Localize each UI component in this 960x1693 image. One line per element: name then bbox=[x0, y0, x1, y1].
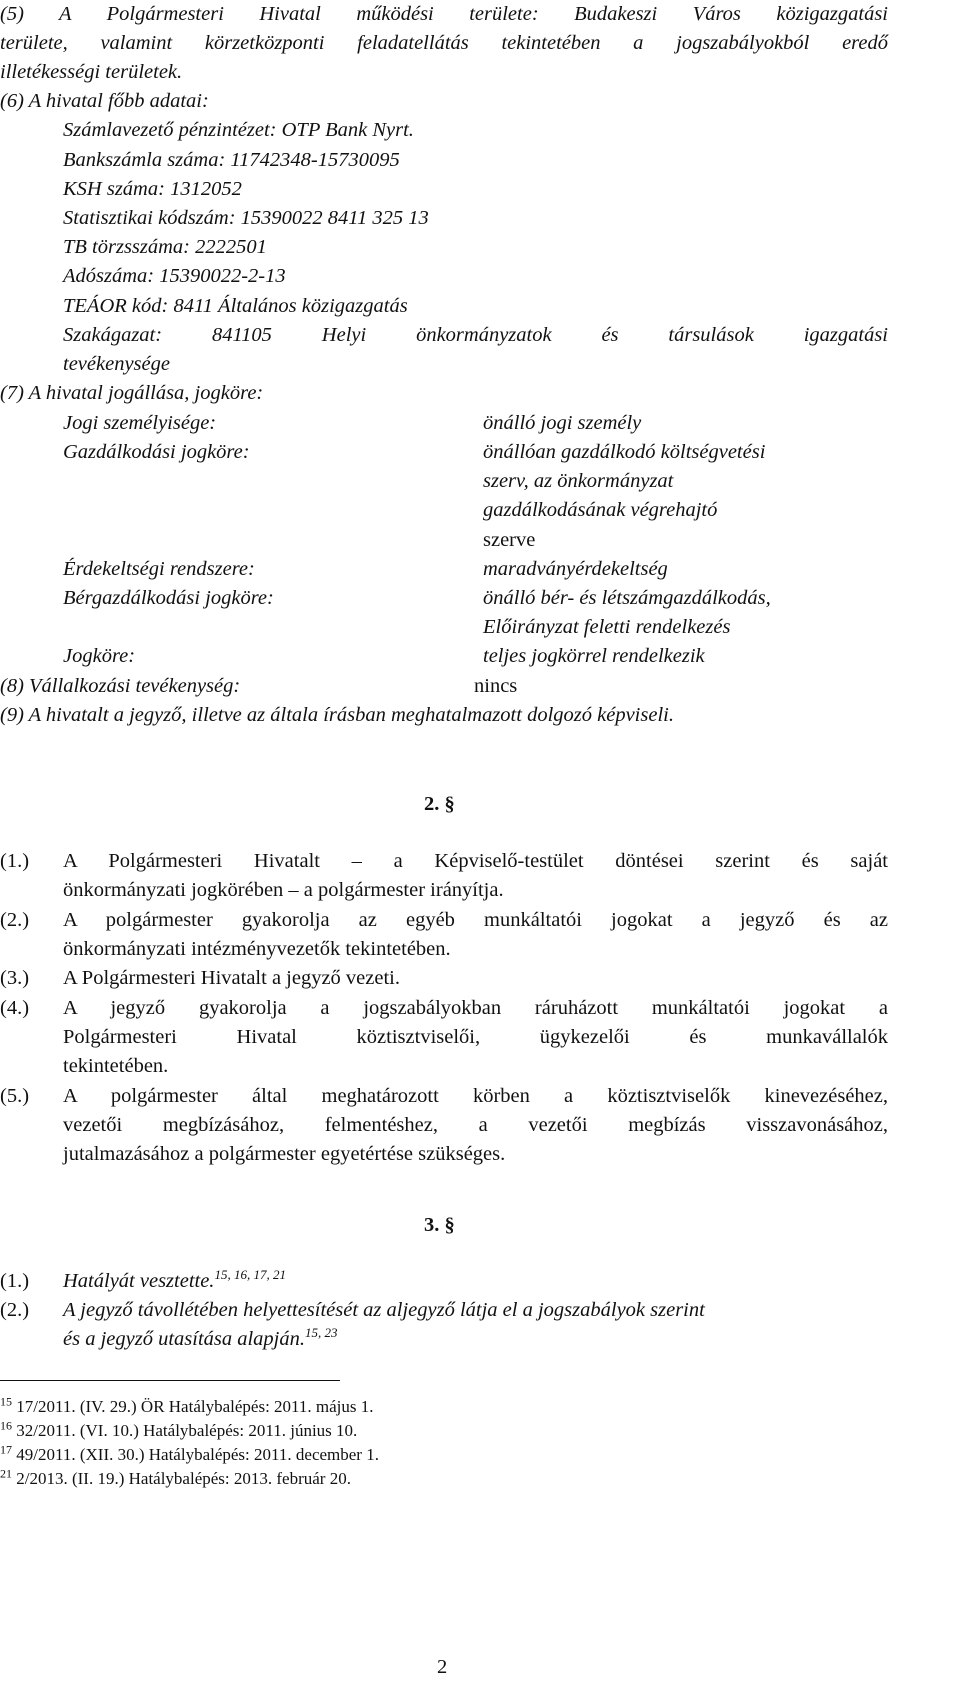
para-line: A jegyző távollétében helyettesítését az aljegyző látja el a jogszabályok szerint bbox=[63, 1299, 705, 1321]
sector-code: Szakágazat: 841105 Helyi önkormányzatok és társulások igazgatási bbox=[63, 324, 888, 346]
para-line: önkormányzati intézményvezetők tekintetében. bbox=[63, 938, 451, 960]
footnote-text: 2/2013. (II. 19.) Hatálybalépés: 2013. február 20. bbox=[16, 1469, 351, 1488]
sector-code-cont: tevékenysége bbox=[63, 353, 170, 375]
bank-name: Számlavezető pénzintézet: OTP Bank Nyrt. bbox=[63, 119, 414, 141]
row-value: maradványérdekeltség bbox=[483, 558, 668, 580]
item5-line-1: (5) A Polgármesteri Hivatal működési területe: Budakeszi Város közigazgatási bbox=[0, 3, 888, 25]
para-number: (2.) bbox=[0, 1299, 30, 1321]
footnote-number: 16 bbox=[0, 1418, 12, 1433]
para-number: (1.) bbox=[0, 1270, 30, 1292]
tb-number: TB törzsszáma: 2222501 bbox=[63, 236, 267, 258]
para-line: Polgármesteri Hivatal köztisztviselői, ügykezelői és munkavállalók bbox=[63, 1026, 888, 1048]
stat-code: Statisztikai kódszám: 15390022 8411 325 13 bbox=[63, 207, 429, 229]
footnote bbox=[0, 1442, 379, 1465]
tax-number: Adószáma: 15390022-2-13 bbox=[63, 265, 286, 287]
row-value: teljes jogkörrel rendelkezik bbox=[483, 645, 705, 667]
row-value: önálló bér- és létszámgazdálkodás, bbox=[483, 587, 771, 609]
row-label: Bérgazdálkodási jogköre: bbox=[63, 587, 274, 609]
footnote-number: 17 bbox=[0, 1442, 12, 1457]
item5-line-3: illetékességi területek. bbox=[0, 61, 183, 83]
footnote bbox=[0, 1394, 374, 1417]
item5-line-2: területe, valamint körzetközponti feladatellátás tekintetében a jogszabályokból eredő bbox=[0, 32, 888, 54]
row-value: szerve bbox=[483, 529, 536, 551]
para-line: jutalmazásához a polgármester egyetértése szükséges. bbox=[63, 1143, 506, 1165]
footnote-number: 15 bbox=[0, 1394, 12, 1409]
footnote-text: 32/2011. (VI. 10.) Hatálybalépés: 2011. június 10. bbox=[16, 1421, 358, 1440]
row-label: Gazdálkodási jogköre: bbox=[63, 441, 250, 463]
row-label: Jogi személyisége: bbox=[63, 412, 217, 434]
page-number: 2 bbox=[437, 1656, 448, 1678]
row-value: önálló jogi személy bbox=[483, 412, 642, 434]
footnote-separator bbox=[0, 1380, 340, 1381]
para-number: (2.) bbox=[0, 909, 30, 931]
para-line-text: és a jegyző utasítása alapján. bbox=[63, 1328, 306, 1350]
repealed-label: Hatályát vesztette. bbox=[63, 1270, 215, 1292]
para-line: tekintetében. bbox=[63, 1055, 169, 1077]
para-line: A polgármester által meghatározott körben a köztisztviselők kinevezéséhez, bbox=[63, 1085, 888, 1107]
para-line-2 bbox=[63, 1325, 338, 1350]
item6-title: (6) A hivatal főbb adatai: bbox=[0, 90, 209, 112]
para-number: (5.) bbox=[0, 1085, 30, 1107]
section-2-title: 2. § bbox=[424, 793, 455, 815]
item8-value: nincs bbox=[474, 675, 518, 697]
para-line: A Polgármesteri Hivatalt a jegyző vezeti. bbox=[63, 967, 400, 989]
footnote-number: 21 bbox=[0, 1466, 12, 1481]
footnote-text: 17/2011. (IV. 29.) ÖR Hatálybalépés: 2011. május 1. bbox=[16, 1397, 374, 1416]
footnote-ref[interactable]: 15, 23 bbox=[305, 1325, 338, 1341]
row-label: Érdekeltségi rendszere: bbox=[63, 558, 255, 580]
item8-label: (8) Vállalkozási tevékenység: bbox=[0, 675, 241, 697]
para-line: önkormányzati jogkörében – a polgármester irányítja. bbox=[63, 879, 504, 901]
footnote-ref[interactable]: 15, 16, 17, 21 bbox=[214, 1267, 286, 1283]
row-value: gazdálkodásának végrehajtó bbox=[483, 499, 718, 521]
section-3-title: 3. § bbox=[424, 1214, 455, 1236]
ksh-number: KSH száma: 1312052 bbox=[63, 178, 242, 200]
row-value: önállóan gazdálkodó költségvetési bbox=[483, 441, 766, 463]
footnote-text: 49/2011. (XII. 30.) Hatálybalépés: 2011. december 1. bbox=[16, 1445, 379, 1464]
para-number: (1.) bbox=[0, 850, 30, 872]
item9: (9) A hivatalt a jegyző, illetve az általa írásban meghatalmazott dolgozó képviseli. bbox=[0, 704, 674, 726]
para-number: (4.) bbox=[0, 997, 30, 1019]
para-line: A polgármester gyakorolja az egyéb munkáltatói jogokat a jegyző és az bbox=[63, 909, 888, 931]
teaor-code: TEÁOR kód: 8411 Általános közigazgatás bbox=[63, 295, 408, 317]
para-line: vezetői megbízásához, felmentéshez, a vezetői megbízás visszavonásához, bbox=[63, 1114, 888, 1136]
row-value: Előirányzat feletti rendelkezés bbox=[483, 616, 731, 638]
row-value: szerv, az önkormányzat bbox=[483, 470, 674, 492]
repealed-text bbox=[63, 1267, 286, 1292]
para-number: (3.) bbox=[0, 967, 30, 989]
footnote bbox=[0, 1466, 351, 1489]
row-label: Jogköre: bbox=[63, 645, 136, 667]
footnote bbox=[0, 1418, 358, 1441]
item7-title: (7) A hivatal jogállása, jogköre: bbox=[0, 382, 264, 404]
para-line: A Polgármesteri Hivatalt – a Képviselő-testület döntései szerint és saját bbox=[63, 850, 888, 872]
para-line: A jegyző gyakorolja a jogszabályokban ráruházott munkáltatói jogokat a bbox=[63, 997, 888, 1019]
bank-account: Bankszámla száma: 11742348-15730095 bbox=[63, 149, 400, 171]
